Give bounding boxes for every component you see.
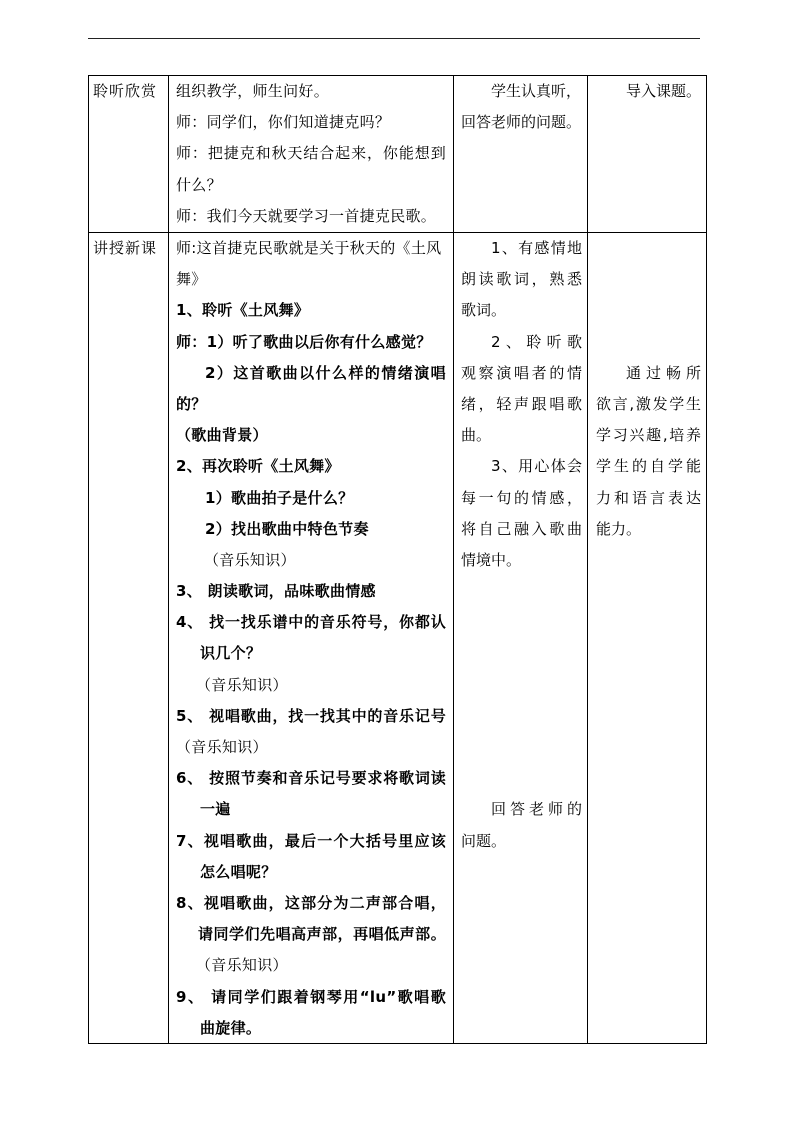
header-rule: [88, 38, 700, 39]
teaching-content-line: 师：把捷克和秋天结合起来，你能想到: [176, 144, 446, 163]
teaching-content-line: 9、 请同学们跟着钢琴用“lu”歌唱歌: [176, 987, 446, 1006]
stage-cell: [89, 76, 168, 232]
table-row: [89, 233, 706, 1043]
teaching-content-line: 怎么唱呢？: [200, 862, 277, 881]
student-activity-cell: [453, 233, 587, 1043]
blank-space: [596, 233, 701, 358]
teaching-content-line: （音乐知识）: [176, 738, 268, 756]
student-activity-line: 1、有感情地: [491, 239, 582, 257]
student-activity-line: 曲。: [461, 426, 492, 445]
teaching-content-line: 师：我们今天就要学习一首捷克民歌。: [176, 206, 437, 225]
stage-label: 讲授新课: [93, 239, 158, 257]
teaching-content-line: （歌曲背景）: [176, 426, 268, 445]
teaching-content-line: 7、视唱歌曲，最后一个大括号里应该: [176, 831, 446, 850]
teaching-content-line: 6、 按照节奏和音乐记号要求将歌词读: [176, 769, 446, 788]
teaching-content-line: 组织教学，师生问好。: [176, 82, 330, 100]
teaching-content-line: 师:这首捷克民歌就是关于秋天的《土风: [176, 239, 442, 257]
teaching-content-line: 1）歌曲拍子是什么？: [205, 488, 354, 507]
student-activity-cell: [453, 76, 587, 232]
teaching-content-line: 曲旋律。: [200, 1018, 262, 1037]
teaching-content-line: （音乐知识）: [196, 675, 288, 694]
stage-label: 聆听欣赏: [93, 82, 158, 100]
design-intent-cell: [587, 76, 706, 232]
student-activity-line: 学生认真听，: [491, 82, 582, 100]
student-activity-line: 回答老师的问题。: [461, 113, 582, 132]
teaching-content-line: （音乐知识）: [196, 956, 288, 975]
lesson-plan-table: [88, 75, 707, 1044]
teaching-content-line: 舞》: [176, 270, 207, 289]
teaching-content-line: 4、 找一找乐谱中的音乐符号，你都认: [176, 613, 446, 632]
student-activity-line: 朗读歌词，熟悉: [461, 270, 582, 289]
design-intent-line: 能力。: [596, 519, 642, 538]
design-intent-line: 通过畅所: [626, 363, 701, 382]
stage-cell: [89, 233, 168, 1043]
teaching-content-line: 8、视唱歌曲，这部分为二声部合唱，: [176, 893, 446, 912]
teaching-content-line: 一遍: [200, 800, 231, 819]
design-intent-cell: [587, 233, 706, 1043]
teaching-content-line: 请同学们先唱高声部，再唱低声部。: [198, 925, 446, 944]
teaching-content-cell: [168, 76, 453, 232]
teaching-content-line: 师：1）听了歌曲以后你有什么感觉？: [176, 332, 432, 351]
design-intent-line: 欲言,激发学生: [596, 394, 701, 413]
student-activity-line: 情境中。: [461, 550, 522, 569]
teaching-content-line: 5、 视唱歌曲，找一找其中的音乐记号: [176, 706, 446, 725]
teaching-content-line: （音乐知识）: [204, 550, 296, 569]
design-intent-line: 导入课题。: [626, 82, 701, 100]
teaching-content-line: 识几个？: [200, 644, 262, 663]
teaching-content-line: 2、再次聆听《土风舞》: [176, 457, 340, 476]
teaching-content-line: 2）这首歌曲以什么样的情绪演唱: [205, 363, 446, 382]
teaching-content-line: 什么？: [176, 175, 222, 194]
design-intent-line: 学习兴趣,培养: [596, 426, 701, 445]
teaching-content-cell: [168, 233, 453, 1043]
student-activity-line: 问题。: [461, 831, 507, 850]
student-activity-line: 歌词。: [461, 301, 507, 320]
table-row: [89, 76, 706, 233]
design-intent-line: 学生的自学能: [596, 457, 701, 476]
student-activity-line: 回答老师的: [491, 800, 582, 819]
student-activity-line: 每一句的情感，: [461, 488, 582, 507]
teaching-content-line: 3、 朗读歌词，品味歌曲情感: [176, 582, 376, 601]
teaching-content-line: 1、聆听《土风舞》: [176, 301, 310, 320]
student-activity-line: 3、用心体会: [491, 457, 582, 476]
teaching-content-line: 2）找出歌曲中特色节奏: [205, 519, 369, 538]
student-activity-line: 观察演唱者的情: [461, 363, 582, 382]
student-activity-line: 2、聆听歌: [491, 332, 582, 351]
student-activity-line: 将自己融入歌曲: [461, 519, 582, 538]
teaching-content-line: 师：同学们，你们知道捷克吗？: [176, 113, 391, 132]
teaching-content-line: 的？: [176, 394, 207, 413]
student-activity-line: 绪，轻声跟唱歌: [461, 394, 582, 413]
blank-space: [461, 576, 582, 794]
design-intent-line: 力和语言表达: [596, 488, 701, 507]
